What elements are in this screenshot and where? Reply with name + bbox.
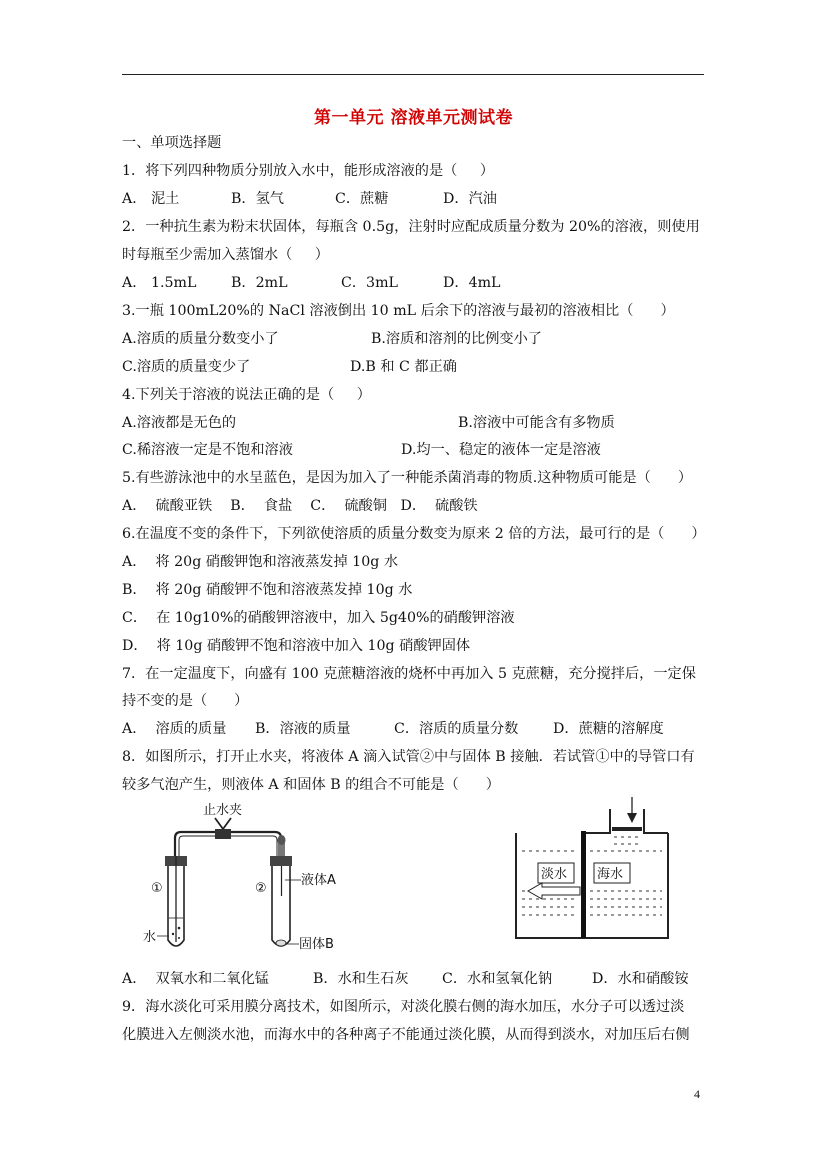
water-label: 水 (143, 930, 157, 945)
q7-option-a: A． 溶质的质量 (122, 721, 227, 737)
pressure-arrow-icon (627, 813, 637, 823)
q5-stem: 5.有些游泳池中的水呈蓝色，是因为加入了一种能杀菌消毒的物质.这种物质可能是（ ） (122, 470, 693, 486)
flow-arrow-icon (528, 883, 580, 899)
q3-option-d: D.B 和 C 都正确 (350, 359, 457, 375)
stopper-2-icon (270, 856, 292, 866)
q8-stem-line1: 8．如图所示，打开止水夹，将液体 A 滴入试管②中与固体 B 接触．若试管①中的导管口有 (122, 749, 695, 765)
apparatus-figure (135, 800, 355, 960)
q3-option-a: A.溶质的质量分数变小了 (122, 331, 279, 347)
q4-option-c: C.稀溶液一定是不饱和溶液 (122, 442, 293, 458)
q1-stem: 1．将下列四种物质分别放入水中，能形成溶液的是（ ） (122, 163, 495, 179)
q1-option-a: A． 泥土 (122, 191, 180, 207)
q7-stem-line2: 持不变的是（ ） (122, 693, 249, 709)
q8-option-c: C．水和氢氧化钠 (442, 971, 553, 987)
q7-option-c: C．溶质的质量分数 (394, 721, 519, 737)
tube-1-label: ① (151, 881, 163, 896)
page-title: 第一单元 溶液单元测试卷 (314, 108, 513, 128)
clamp-label: 止水夹 (203, 803, 243, 818)
q4-option-d: D.均一、稳定的液体一定是溶液 (401, 442, 601, 458)
liquid-a-label: 液体A (301, 873, 336, 888)
q2-stem-line1: 2．一种抗生素为粉末状固体，每瓶含 0.5g，注射时应配成质量分数为 20%的溶液，则使用 (122, 219, 700, 235)
q7-option-b: B．溶液的质量 (255, 721, 351, 737)
q6-option-d: D． 将 10g 硝酸钾不饱和溶液中加入 10g 硝酸钾固体 (122, 638, 471, 654)
q8-option-a: A． 双氧水和二氧化锰 (122, 971, 269, 987)
q2-option-a: A． 1.5mL (122, 275, 197, 291)
sea-water-label: 海水 (597, 867, 624, 882)
solid-b-label: 固体B (299, 937, 334, 952)
q8-option-b: B．水和生石灰 (313, 971, 409, 987)
q3-option-b: B.溶质和溶剂的比例变小了 (371, 331, 542, 347)
tube-2-label: ② (255, 881, 267, 896)
q2-option-d: D．4mL (443, 275, 501, 291)
header-rule (122, 74, 704, 75)
q3-option-c: C.溶质的质量变少了 (122, 359, 251, 375)
q2-option-b: B．2mL (231, 275, 288, 291)
q5-options: A． 硫酸亚铁 B． 食盐 C． 硫酸铜 D． 硫酸铁 (122, 498, 478, 514)
q1-option-b: B．氢气 (231, 191, 284, 207)
q4-option-b: B.溶液中可能含有多物质 (458, 415, 615, 431)
desalination-figure (510, 795, 680, 945)
q3-stem: 3.一瓶 100mL20%的 NaCl 溶液倒出 10 mL 后余下的溶液与最初的溶液相比（ ） (122, 303, 675, 319)
q4-stem: 4.下列关于溶液的说法正确的是（ ） (122, 387, 371, 403)
q6-stem: 6.在温度不变的条件下，下列欲使溶质的质量分数变为原来 2 倍的方法，最可行的是（ ） (122, 526, 706, 542)
membrane-icon (581, 831, 586, 938)
q6-option-c: C． 在 10g10%的硝酸钾溶液中，加入 5g40%的硝酸钾溶液 (122, 610, 515, 626)
q1-option-c: C．蔗糖 (335, 191, 389, 207)
q4-option-a: A.溶液都是无色的 (122, 415, 237, 431)
q2-stem-line2: 时每瓶至少需加入蒸馏水（ ） (122, 247, 329, 263)
fresh-water-label: 淡水 (541, 867, 568, 882)
q1-option-d: D．汽油 (443, 191, 497, 207)
q6-option-a: A． 将 20g 硝酸钾饱和溶液蒸发掉 10g 水 (122, 554, 399, 570)
section-heading: 一、单项选择题 (122, 135, 222, 151)
q6-option-b: B． 将 20g 硝酸钾不饱和溶液蒸发掉 10g 水 (122, 582, 413, 598)
q7-stem-line1: 7．在一定温度下，向盛有 100 克蔗糖溶液的烧杯中再加入 5 克蔗糖，充分搅拌后，一定保 (122, 666, 696, 682)
q9-line1: 9．海水淡化可采用膜分离技术，如图所示，对淡化膜右侧的海水加压，水分子可以透过淡 (122, 999, 685, 1015)
q2-option-c: C．3mL (341, 275, 398, 291)
clamp-icon (215, 829, 231, 839)
page-number: 4 (694, 1087, 700, 1101)
q8-option-d: D．水和硝酸铵 (592, 971, 689, 987)
q7-option-d: D．蔗糖的溶解度 (553, 721, 664, 737)
q8-stem-line2: 较多气泡产生，则液体 A 和固体 B 的组合不可能是（ ） (122, 777, 500, 793)
q9-line2: 化膜进入左侧淡水池，而海水中的各种离子不能通过淡化膜，从而得到淡水，对加压后右侧 (122, 1027, 690, 1043)
dropper-icon (278, 835, 286, 845)
